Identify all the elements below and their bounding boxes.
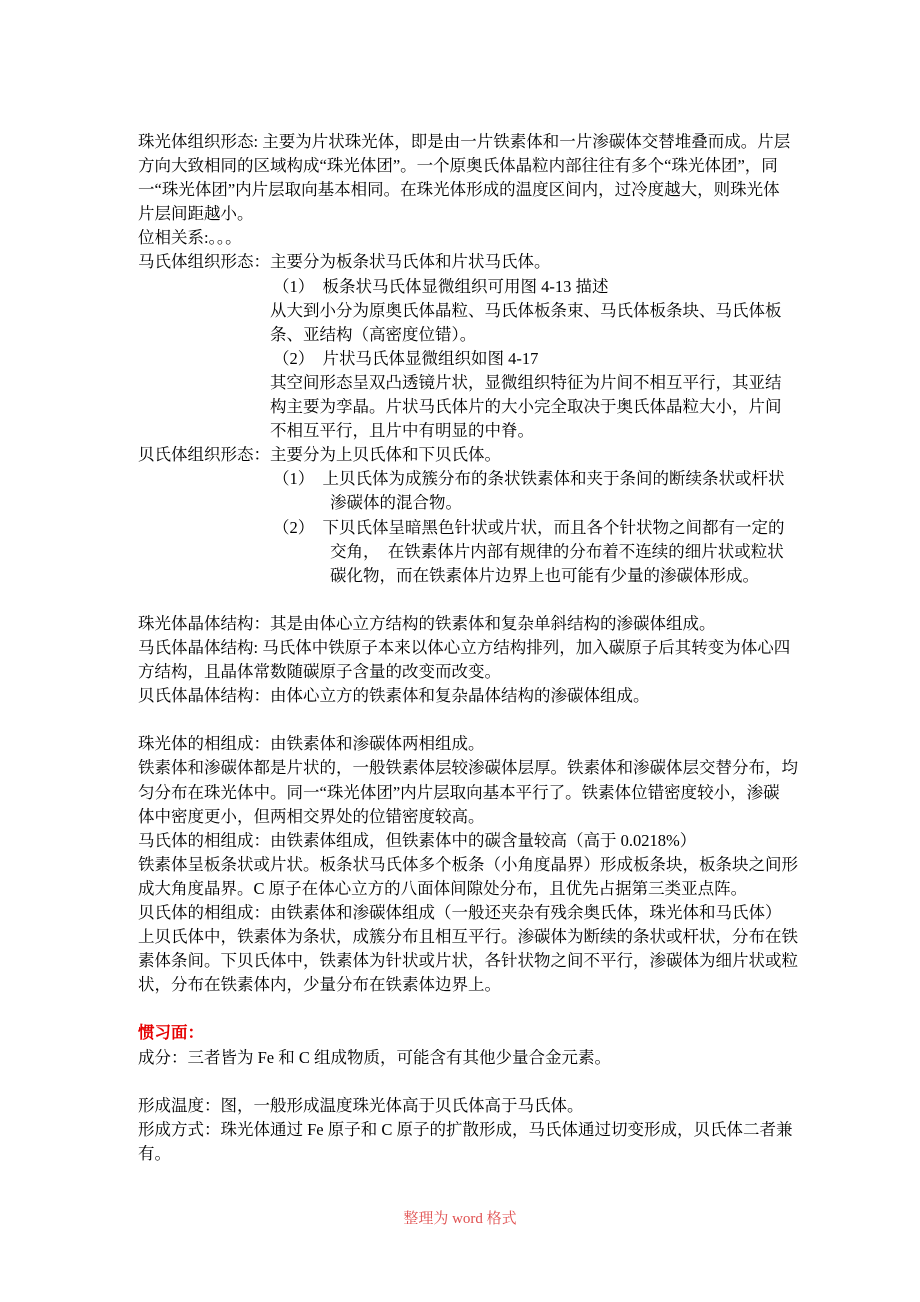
text-line: 贝氏体组织形态：主要分为上贝氏体和下贝氏体。 bbox=[138, 445, 501, 465]
document-body bbox=[138, 130, 858, 1166]
text-line: 方结构，且晶体常数随碳原子含量的改变而改变。 bbox=[138, 662, 501, 682]
text-line: （1） 上贝氏体为成簇分布的条状铁素体和夹于条间的断续条状或杆状 bbox=[273, 469, 785, 489]
text-line: 马氏体的相组成：由铁素体组成，但铁素体中的碳含量较高（高于 0.0218%） bbox=[138, 830, 697, 850]
text-line: 构主要为孪晶。片状马氏体片的大小完全取决于奥氏体晶粒大小，片间 bbox=[270, 397, 782, 417]
document-lines bbox=[138, 130, 858, 1166]
text-line: 方向大致相同的区域构成“珠光体团”。一个原奥氏体晶粒内部往往有多个“珠光体团”，同 bbox=[138, 156, 778, 176]
text-line: 不相互平行，且片中有明显的中脊。 bbox=[270, 421, 534, 441]
blank-line bbox=[138, 708, 858, 732]
text-line: 成分：三者皆为 Fe 和 C 组成物质，可能含有其他少量合金元素。 bbox=[138, 1047, 612, 1067]
text-line: 铁素体和渗碳体都是片状的，一般铁素体层较渗碳体层厚。铁素体和渗碳体层交替分布，均 bbox=[138, 758, 798, 778]
text-line: 形成温度：图，一般形成温度珠光体高于贝氏体高于马氏体。 bbox=[138, 1095, 584, 1115]
text-line: 素体条间。下贝氏体中，铁素体为针状或片状，各针状物之间不平行，渗碳体为细片状或粒 bbox=[138, 951, 798, 971]
text-line: 马氏体晶体结构: 马氏体中铁原子本来以体心立方结构排列，加入碳原子后其转变为体心四 bbox=[138, 637, 791, 657]
text-line: 上贝氏体中，铁素体为条状，成簇分布且相互平行。渗碳体为断续的条状或杆状，分布在铁 bbox=[138, 927, 798, 947]
page-footer-note: 整理为 word 格式 bbox=[403, 1211, 517, 1227]
text-line: 条、亚结构（高密度位错）。 bbox=[270, 324, 477, 344]
text-line: 从大到小分为原奥氏体晶粒、马氏体板条束、马氏体板条块、马氏体板 bbox=[270, 300, 782, 320]
text-line: 有。 bbox=[138, 1143, 171, 1163]
text-line: 状，分布在铁素体内，少量分布在铁素体边界上。 bbox=[138, 975, 501, 995]
text-line: 碳化物，而在铁素体片边界上也可能有少量的渗碳体形成。 bbox=[330, 565, 759, 585]
text-line: 贝氏体晶体结构：由体心立方的铁素体和复杂晶体结构的渗碳体组成。 bbox=[138, 686, 650, 706]
text-line: 马氏体组织形态：主要分为板条状马氏体和片状马氏体。 bbox=[138, 252, 551, 272]
text-line: 贝氏体的相组成：由铁素体和渗碳体组成（一般还夹杂有残余奥氏体，珠光体和马氏体） bbox=[138, 903, 782, 922]
blank-line bbox=[138, 997, 858, 1021]
text-line: 成大角度晶界。C 原子在体心立方的八面体间隙处分布，且优先占据第三类亚点阵。 bbox=[138, 878, 748, 898]
text-line: 珠光体的相组成：由铁素体和渗碳体两相组成。 bbox=[138, 734, 485, 754]
text-line: 珠光体组织形态: 主要为片状珠光体，即是由一片铁素体和一片渗碳体交替堆叠而成。片层 bbox=[138, 132, 791, 151]
text-line: 一“珠光体团”内片层取向基本相同。在珠光体形成的温度区间内，过冷度越大，则珠光体 bbox=[138, 180, 780, 200]
text-line: （2） 片状马氏体显微组织如图 4-17 bbox=[273, 348, 539, 368]
text-line: 其空间形态呈双凸透镜片状，显微组织特征为片间不相互平行，其亚结 bbox=[270, 372, 782, 392]
text-line: 片层间距越小。 bbox=[138, 204, 254, 224]
text-line: 匀分布在珠光体中。同一“珠光体团”内片层取向基本平行了。铁素体位错密度较小，渗碳 bbox=[138, 782, 780, 802]
blank-line bbox=[138, 588, 858, 612]
blank-line bbox=[138, 1070, 858, 1094]
text-line: 珠光体晶体结构：其是由体心立方结构的铁素体和复杂单斜结构的渗碳体组成。 bbox=[138, 613, 716, 633]
text-line: 体中密度更小，但两相交界处的位错密度较高。 bbox=[138, 806, 485, 826]
text-line: 交角， 在铁素体片内部有规律的分布着不连续的细片状或粒状 bbox=[330, 541, 784, 561]
text-line: 铁素体呈板条状或片状。板条状马氏体多个板条（小角度晶界）形成板条块，板条块之间形 bbox=[138, 854, 798, 874]
text-line: 惯习面： bbox=[138, 1023, 204, 1043]
text-line: 位相关系:。。。 bbox=[138, 228, 242, 248]
text-line: （1） 板条状马氏体显微组织可用图 4-13 描述 bbox=[273, 276, 609, 296]
text-line: 渗碳体的混合物。 bbox=[330, 493, 462, 513]
text-line: （2） 下贝氏体呈暗黑色针状或片状，而且各个针状物之间都有一定的 bbox=[273, 517, 785, 537]
text-line: 形成方式：珠光体通过 Fe 原子和 C 原子的扩散形成，马氏体通过切变形成，贝氏体二者兼 bbox=[138, 1119, 793, 1139]
